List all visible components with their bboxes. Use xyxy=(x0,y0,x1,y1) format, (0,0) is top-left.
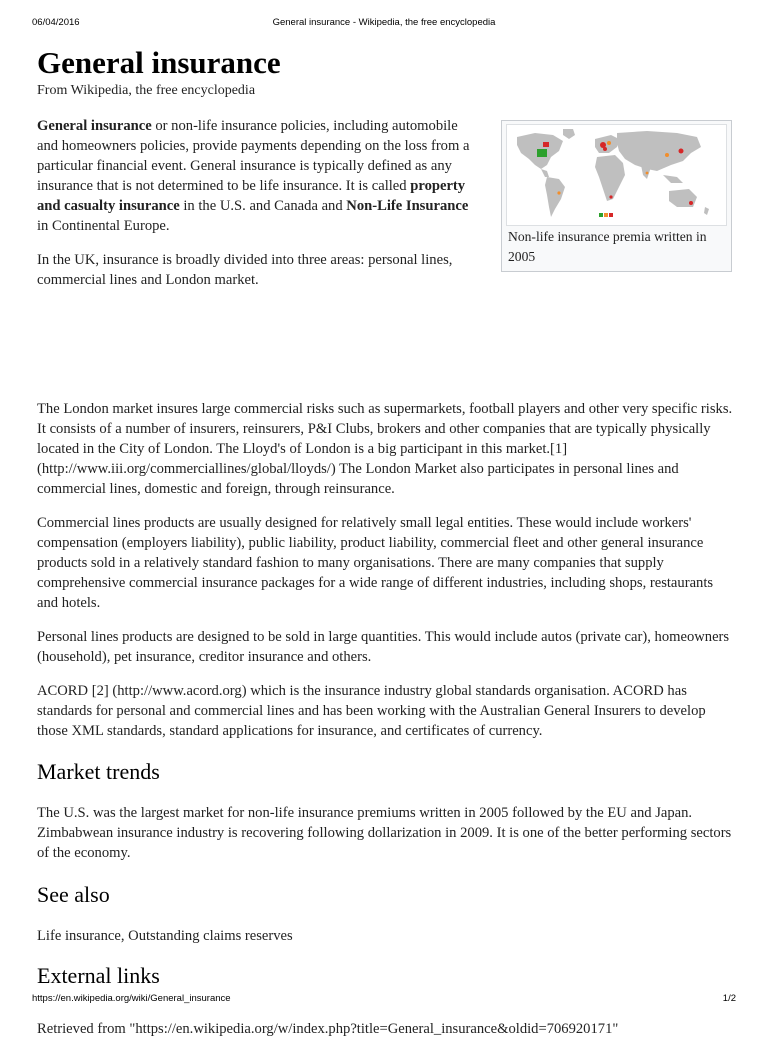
intro-text-3: in Continental Europe. xyxy=(37,218,170,234)
heading-external-links: External links xyxy=(37,963,160,988)
see-also-links[interactable]: Life insurance, Outstanding claims reserves xyxy=(37,928,293,944)
london-market-paragraph: The London market insures large commercial risks such as supermarkets, football players and other very specific risks. It consists of a number of insurers, reinsurers, P&I Clubs, brokers and other companies that are typically physically located in the City of London. The Lloyd's of London is a big participant in this market.[1] (http://www.iii.org/commerciallines/global/lloyds/) The London Market also participates in personal lines and commercial lines, domestic and foreign, through reinsurance. xyxy=(37,401,733,497)
print-date: 06/04/2016 xyxy=(32,17,80,28)
retrieved-from[interactable]: Retrieved from "https://en.wikipedia.org/w/index.php?title=General_insurance&oldid=706920171" xyxy=(37,1021,619,1037)
world-map-image[interactable] xyxy=(506,124,727,226)
intro-paragraph xyxy=(37,116,477,236)
lead-block xyxy=(37,116,733,402)
market-trends-paragraph: The U.S. was the largest market for non-life insurance premiums written in 2005 followed by the EU and Japan. Zimbabwean insurance industry is recovering following dollarization in 2009. It is one of the better performing sectors of the economy. xyxy=(37,805,732,861)
print-page-title: General insurance - Wikipedia, the free encyclopedia xyxy=(272,17,496,28)
article-content xyxy=(37,44,733,1039)
intro-bold-term: General insurance xyxy=(37,118,152,134)
lead-text xyxy=(37,116,477,290)
map-thumbnail[interactable] xyxy=(501,120,732,272)
map-legend xyxy=(599,213,613,217)
commercial-lines-paragraph: Commercial lines products are usually designed for relatively small legal entities. These would include workers' compensation (employers liability), public liability, product liability, commercial fleet and other general insurance products sold in a relatively standard fashion to many organisations. There are many companies that supply comprehensive commercial insurance packages for a wide range of different industries, including shops, restaurants and hotels. xyxy=(37,515,714,611)
intro-bold-pc: property and casualty insurance xyxy=(37,178,466,214)
personal-lines-paragraph: Personal lines products are designed to be sold in large quantities. This would include autos (private car), homeowners (household), pet insurance, creditor insurance and others. xyxy=(37,629,730,665)
acord-paragraph: ACORD [2] (http://www.acord.org) which is the insurance industry global standards organisation. ACORD has standards for personal and commercial lines and has been working with the Australian General Insurers to develop those XML standards, standard applications for insurance, and certificates of currency. xyxy=(37,683,706,739)
site-subtitle: From Wikipedia, the free encyclopedia xyxy=(37,83,256,98)
heading-market-trends: Market trends xyxy=(37,759,160,784)
world-map-svg xyxy=(507,125,726,225)
intro-text-2: in the U.S. and Canada and xyxy=(179,198,347,214)
footer-url: https://en.wikipedia.org/wiki/General_insurance xyxy=(32,993,231,1004)
thumbnail-caption: Non-life insurance premia written in 2005 xyxy=(508,229,707,264)
intro-bold-nonlife: Non-Life Insurance xyxy=(346,198,469,214)
uk-paragraph: In the UK, insurance is broadly divided into three areas: personal lines, commercial lines and London market. xyxy=(37,252,453,288)
page-title: General insurance xyxy=(37,45,281,80)
print-footer xyxy=(32,993,736,1004)
body-block xyxy=(37,399,733,1039)
intro-text-1: or non-life insurance policies, including automobile and homeowners policies, provide payments depending on the loss from a particular financial event. General insurance is typically defined as any insurance that is not determined to be life insurance. It is called xyxy=(37,118,470,194)
page-number: 1/2 xyxy=(722,993,736,1004)
heading-see-also: See also xyxy=(37,882,110,907)
